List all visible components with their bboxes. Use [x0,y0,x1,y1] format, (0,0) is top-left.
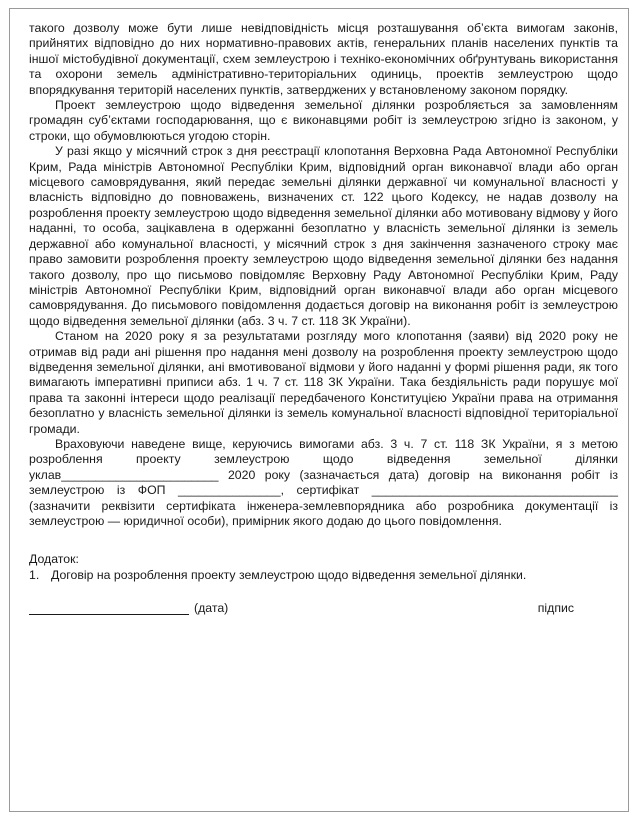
date-blank-line [29,601,189,615]
paragraph-status: Станом на 2020 року я за результатами розгляду мого клопотання (заяви) від 2020 року не отримав від ради ані рішення про надання мені дозволу на розроблення проекту землеустрою щодо відведення земельної ділянки, ані вмотивованої відмови у його наданні у формі рішення ради, як того вимагають імперативні приписи абз. 1 ч. 7 ст. 118 ЗК України. Така бездіяльність ради порушує мої права та законні інтереси щодо реалізації передбаченого Конституцією України права на отримання безоплатно у власність земельної ділянки із земель комунальної власності відповідної територіальної громади. [29,329,618,436]
paragraph-project-order: Проект землеустрою щодо відведення земельної ділянки розробляється за замовленням громадян суб’єктами господарювання, що є виконавцями робіт із землеустрою згідно із законом, у строки, що обумовлюються угодою сторін. [29,98,618,143]
signature-row [29,601,618,617]
attachment-item [29,568,618,583]
attachment-number: 1. [29,567,40,582]
date-label: (дата) [194,601,229,616]
document-page [9,8,629,812]
attachments-title: Додаток: [29,552,79,567]
paragraph-monthly-term: У разі якщо у місячний строк з дня реєстрації клопотання Верховна Рада Автономної Республіки Крим, Рада міністрів Автономної Республіки Крим, відповідний орган виконавчої влади або орган місцевого самоврядування, який передає земельні ділянки державної чи комунальної власності у власність відповідно до повноважень, визначених ст. 122 цього Кодексу, не надав дозволу на розроблення проекту землеустрою щодо відведення земельної ділянки або мотивовану відмову у його наданні, то особа, зацікавлена в одержанні безоплатно у власність земельної ділянки із земель державної або комунальної власності, у місячний строк з дня закінчення зазначеного строку має право замовити розроблення проекту землеустрою щодо відведення земельної ділянки без надання такого дозволу, про що письмово повідомляє Верховну Раду Автономної Республіки Крим, Раду міністрів Автономної Республіки Крим, відповідний орган виконавчої влади або орган місцевого самоврядування. До письмового повідомлення додається договір на виконання робіт із землеустрою щодо відведення земельної ділянки (абз. 3 ч. 7 ст. 118 ЗК України). [29,144,618,328]
paragraph-conclusion: Враховуючи наведене вище, керуючись вимогами абз. 3 ч. 7 ст. 118 ЗК України, я з метою розроблення проекту землеустрою щодо відведення земельної ділянки уклав_______________________ 2020 року (зазначається дата) договір на виконання робіт із землеустрою із ФОП _______________, сертифікат ____________________________________ (зазначити реквізити сертифіката інженера-землевпорядника або розробника документації із землеустрою — юридичної особи), примірник якого додаю до цього повідомлення. [29,436,618,528]
paragraph-continuation: такого дозволу може бути лише невідповідність місця розташування об’єкта вимогам законів, прийнятих відповідно до них нормативно-правових актів, генеральних планів населених пунктів та іншої містобудівної документації, схем землеустрою і техніко-економічних обґрунтувань використання та охорони земель адміністративно-територіальних одиниць, проектів землеустрою щодо впорядкування територій населених пунктів, затверджених у встановленому законом порядку. [29,21,618,97]
attachments-section [29,552,618,583]
signature-label: підпис [537,601,574,616]
attachment-text: Договір на розроблення проекту землеустрою щодо відведення земельної ділянки. [51,567,527,582]
document-body [29,21,618,617]
